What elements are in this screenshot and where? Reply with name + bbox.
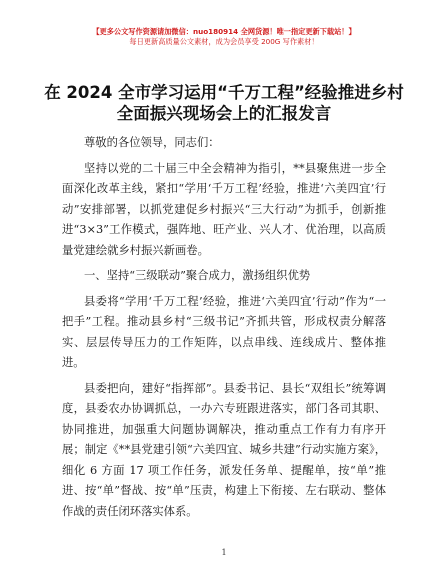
paragraph: 县委将“学用‘千万工程’经验，推进‘六美四宜’行动”作为“一把手”工程。推动县乡村“三级书记”齐抓共管，形成权责分解落实、层层传导压力的工作矩阵，以点串线、连线成片、整体推进。 xyxy=(62,294,386,369)
document-body xyxy=(62,133,386,522)
page-number: 1 xyxy=(221,548,227,557)
greeting: 尊敬的各位领导，同志们： xyxy=(84,136,220,149)
promo-line-1: 【更多公文写作资源请加微信：nuo180914 全网货源！唯一指定更新下载站！】 xyxy=(92,27,356,36)
document-title: 在 2024 全市学习运用“千万工程”经验推进乡村全面振兴现场会上的汇报发言 xyxy=(44,83,404,123)
paragraph: 县委把向，建好“指挥部”。县委书记、县长“双组长”统筹调度，县委农办协调抓总，一办六专班跟进落实，部门各司其职、协同推进，加强重大问题协调解决，推动重点工作有力有序开展；制定《**县党建引领“六美四宜、城乡共建”行动实施方案》，细化 6 方面 17 项工作任务，派发任务单、提醒单，按“单”推进、按“单”督战、按“单”压责，构建上下衔接、左右联动、整体作战的责任闭环落实体系。 xyxy=(62,381,386,518)
promo-banner xyxy=(0,27,448,47)
promo-line-2: 每日更新高质量公文素材，成为会员享受 200G 写作素材！ xyxy=(129,37,319,46)
section-heading: 一、坚持“三级联动”聚合成力，激扬组织优势 xyxy=(84,269,311,282)
paragraph-intro: 坚持以党的二十届三中全会精神为指引，**县聚焦进一步全面深化改革主线，紧扣“学用‘千万工程’经验，推进‘六美四宜’行动”安排部署，以抓党建促乡村振兴“三大行动”为抓手，创新推进“3×3”工作模式，强阵地、旺产业、兴人才、优治理，以高质量党建绘就乡村振兴新画卷。 xyxy=(62,161,386,257)
